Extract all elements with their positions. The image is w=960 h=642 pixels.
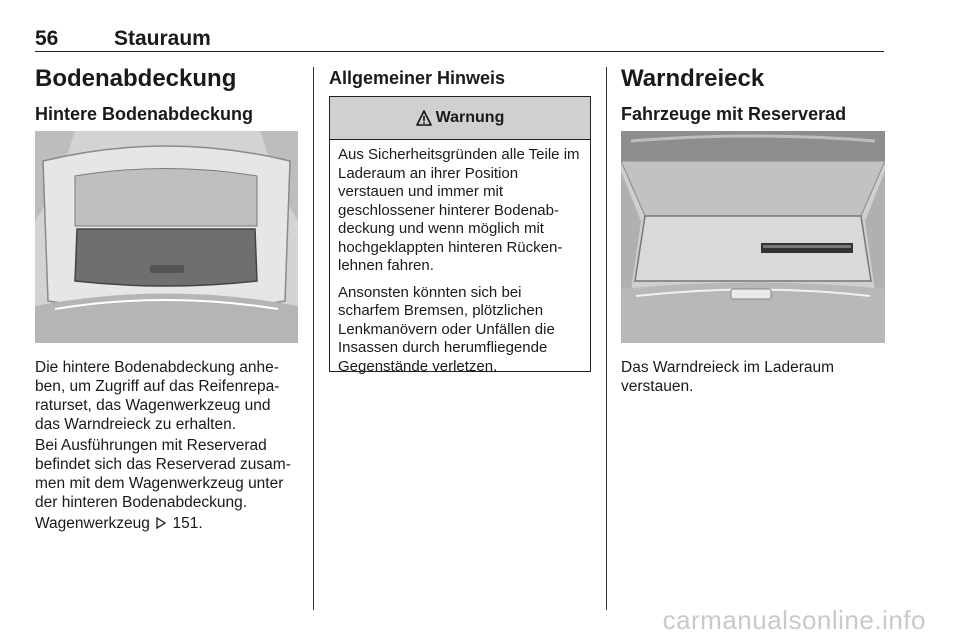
warning-box <box>329 96 591 375</box>
warning-title: Warnung <box>435 109 505 126</box>
watermark: carmanualsonline.info <box>662 605 926 635</box>
warning-body <box>330 140 590 376</box>
trunk-illustration <box>621 131 885 343</box>
paragraph-spare-wheel: Bei Ausführungen mit Reserverad befindet sich das Reserverad zusammen mit dem Wagenwerkzeug unter der hinteren Bodenabdeckung. <box>35 437 291 511</box>
cargo-cover-photo <box>35 131 298 343</box>
warning-header <box>330 97 590 140</box>
section-title-bodenabdeckung: Bodenabdeckung <box>35 65 237 92</box>
column-divider-2 <box>606 67 607 610</box>
column-divider-1 <box>313 67 314 610</box>
paragraph-stow-triangle: Das Warndreieck im Laderaum verstauen. <box>621 359 835 395</box>
tool-ref-page[interactable]: 151. <box>172 515 203 532</box>
paragraph-lift-cover: Die hintere Bodenabdeckung anheben, um Zugriff auf das Reifenreparaturset, das Wagenwerkzeug und das Warndreieck zu erhalten. <box>35 359 280 433</box>
warning-paragraph-1: Aus Sicherheitsgründen alle Teile im Laderaum an ihrer Position verstauen und immer mit geschlossener hinterer Bodenabdeckung und wenn möglich mit hochgeklappten hinteren Rückenlehnen fahren. <box>338 146 580 274</box>
page-reference-icon <box>156 517 166 529</box>
chapter-title: Stauraum <box>114 27 211 50</box>
page-number: 56 <box>35 27 59 50</box>
warning-triangle-storage-photo <box>621 131 885 343</box>
tool-ref-text: Wagenwerkzeug <box>35 515 150 532</box>
subsection-title-hintere: Hintere Bodenabdeckung <box>35 104 254 124</box>
header-rule <box>35 51 884 52</box>
paragraph-tool-ref <box>35 514 298 533</box>
warning-triangle-icon <box>416 110 432 126</box>
subsection-title-reserverad: Fahrzeuge mit Reserverad <box>621 104 847 124</box>
cargo-cover-illustration <box>35 131 298 343</box>
section-title-warndreieck: Warndreieck <box>621 65 765 92</box>
warning-paragraph-2: Ansonsten könnten sich bei scharfem Bremsen, plötzlichen Lenkmanövern oder Unfällen die Insassen durch herumfliegende Gegenstände verletzen. <box>338 283 555 375</box>
general-note-heading: Allgemeiner Hinweis <box>329 68 506 88</box>
